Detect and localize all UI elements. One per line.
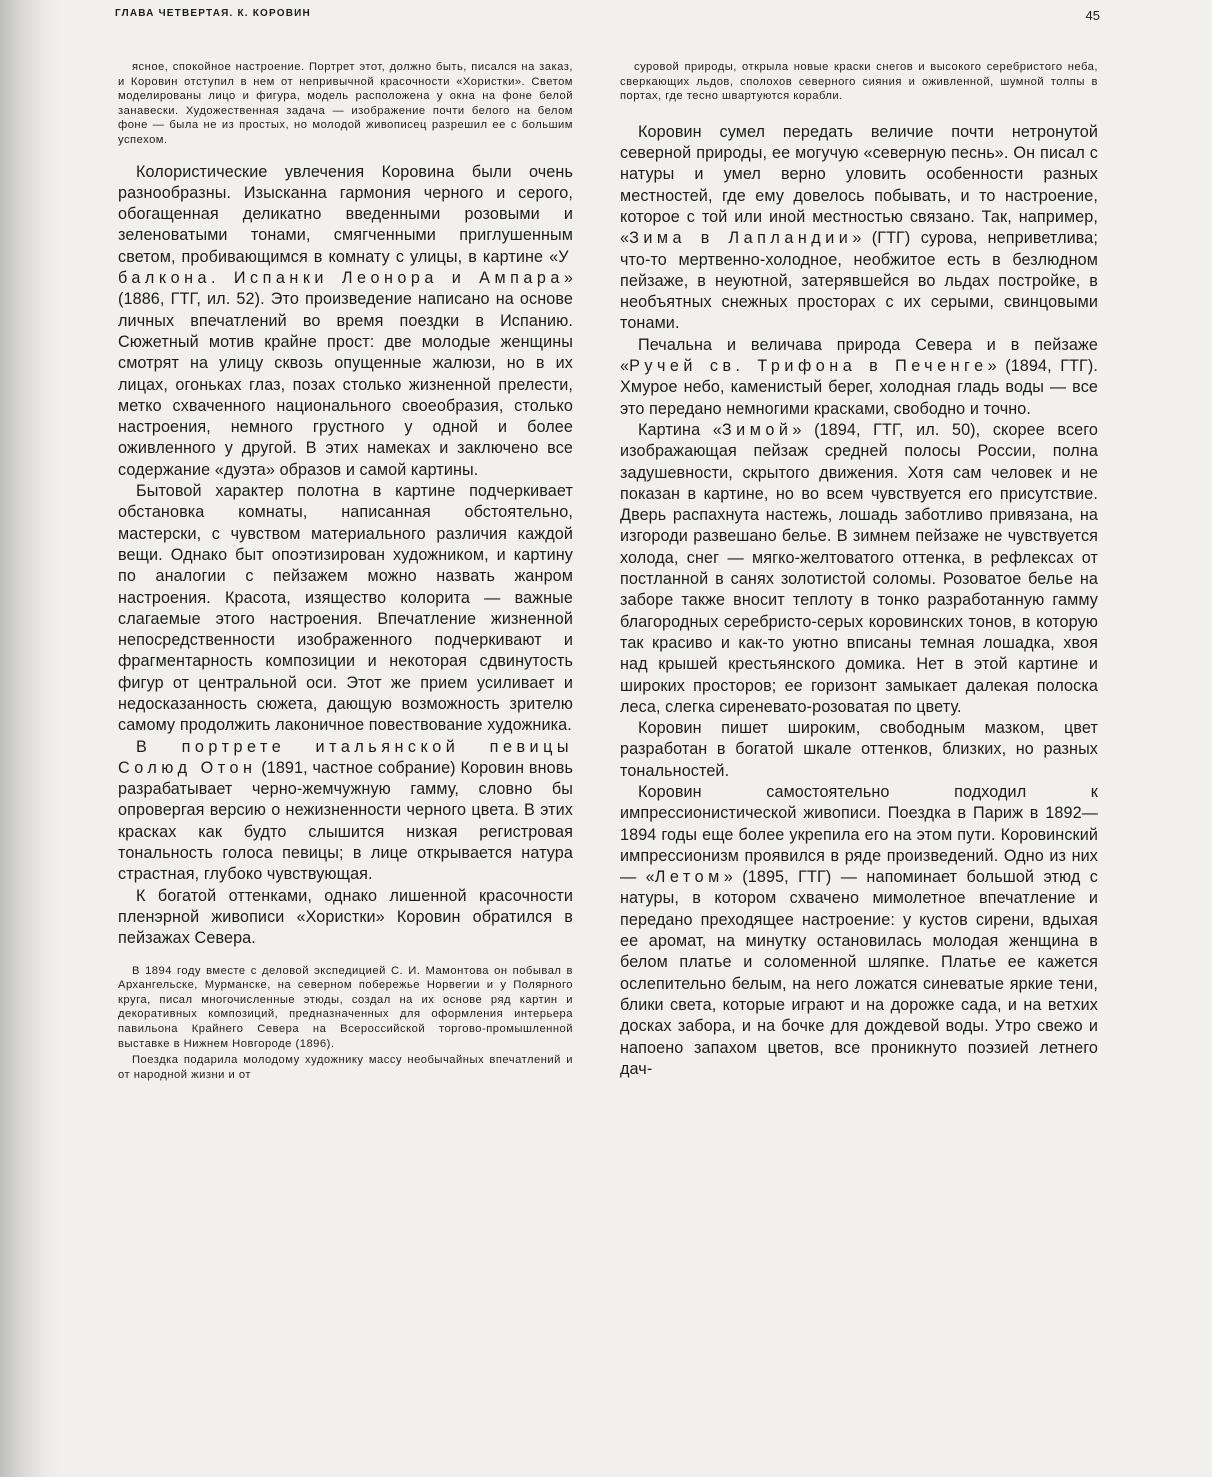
page-number: 45 xyxy=(1085,8,1100,23)
running-head: ГЛАВА ЧЕТВЕРТАЯ. К. КОРОВИН xyxy=(115,8,311,19)
body-paragraph xyxy=(620,782,1098,1080)
paragraph-text: Картина « xyxy=(638,420,722,439)
artwork-title: Летом xyxy=(654,868,724,887)
body-paragraph xyxy=(620,122,1098,335)
paragraph-text: Колористические увлечения Коровина были очень разнообразны. Изысканна гармония черного и серого, обогащенная деликатно введенными розовыми и зеленоватыми тонами, смягченными приглушенным светом, пробивающимся в комнату с улицы, в картине « xyxy=(118,162,573,266)
artwork-title: Зимой xyxy=(721,420,793,439)
paragraph-text: (1891, частное собрание) Коровин вновь разрабатывает черно-жемчужную гамму, словно бы опровергая версию о нежизненности черного цвета. В этих красках как будто слышится низкая регистровая тональность голоса певицы; в лице открывается натура страстная, глубоко чувствующая. xyxy=(118,758,573,884)
paragraph-text: Печальна и величава природа Севера и в пейзаже « xyxy=(620,335,1098,376)
artwork-title: В портрете итальянской певицы Солюд Отон xyxy=(118,737,573,777)
small-print-paragraph: В 1894 году вместе с деловой экспедицией С. И. Мамонтова он побывал в Архангельске, Мурманске, на северном побережье Норвегии и у Полярного круга, писал многочисленные этюды, создал на их основе ряд картин и декоративных композиций, предназначенных для оформления интерьера павильона Крайнего Севера на Всероссийской торгово-промышленной выставке в Нижнем Новгороде (1896). xyxy=(118,964,573,1050)
right-column xyxy=(620,60,1098,1080)
small-print-paragraph: ясное, спокойное настроение. Портрет этот, должно быть, писался на заказ, и Коровин отступил в нем от непривычной красочности «Хористки». Светом моделированы лицо и фигура, модель расположена у окна на фоне белой занавески. Художественная задача — изображение почти белого на белом фоне — была не из простых, но молодой живописец разрешил ее с большим успехом. xyxy=(118,61,573,146)
body-paragraph: Коровин пишет широким, свободным мазком, цвет разработан в богатой шкале оттенков, близких, но разных тональностей. xyxy=(620,719,1098,780)
body-paragraph: К богатой оттенками, однако лишенной красочности пленэрной живописи «Хористки» Коровин обратился в пейзажах Севера. xyxy=(118,886,573,948)
paragraph-text: » (1895, ГТГ) — напоминает большой этюд с натуры, в котором схвачено мимолетное впечатление и передано преходящее настроение: у кустов сирени, вдыхая ее аромат, на минутку остановилась молодая женщина в белом платье и соломенной шляпке. Платье ее кажется ослепительно белым, на него ложатся синеватые яркие тени, блики света, которые играют и на дорожке сада, и на ветхих досках забора, и на бочке для дождевой воды. Утро свежо и напоено запахом цветов, все проникнуто поэзией летнего дач- xyxy=(620,868,1098,1078)
body-paragraph xyxy=(620,335,1098,420)
paragraph-text: » (ГТГ) сурова, неприветлива; что-то мертвенно-холодное, необжитое есть в безлюдном пейзаже, в неуютной, затерявшейся во льдах постройке, в необъятных снежных просторах с их серыми, свинцовыми тонами. xyxy=(620,229,1098,333)
paragraph-text: Коровин самостоятельно подходил к импрессионистической живописи. Поездка в Париж в 1892—1894 годы еще более укрепила его на этом пути. Коровинский импрессионизм проявился в ряде произведений. Одно из них — « xyxy=(620,782,1098,887)
artwork-title: У балкона. Испанки Леонора и Ампара xyxy=(118,247,573,288)
paragraph-text: » (1886, ГТГ, ил. 52). Это произведение написано на основе личных впечатлений во время поездки в Испанию. Сюжетный мотив крайне прост: две молодые женщины смотрят на улицу сквозь опущенные жалюзи, но в их лицах, огоньках глаз, позах столько жизненной прелести, метко схваченного национального своеобразия, столько настроения, немного грустного у одной и более оживленного у другой. В этих намеках и заключено все содержание «дуэта» образов и самой картины. xyxy=(118,269,573,479)
body-paragraph: Бытовой характер полотна в картине подчеркивает обстановка комнаты, написанная обстоятельно, мастерски, с чувством материального различия каждой вещи. Однако быт опоэтизирован художником, и картину по аналогии с пейзажем можно назвать жанром настроения. Красота, изящество колорита — важные слагаемые этого настроения. Впечатление жизненной непосредственности изображенного подчеркивают и фрагментарность композиции и некоторая сдвинутость фигур от центральной оси. Этот же прием усиливает и недосказанность сюжета, дающую возможность зрителю самому продолжить лаконичное повествование художника. xyxy=(118,482,573,735)
page-header xyxy=(115,8,1100,28)
left-column xyxy=(118,60,573,1084)
small-print-paragraph: суровой природы, открыла новые краски снегов и высокого серебристого неба, сверкающих льдов, сполохов северного сияния и оживленной, шумной толпы в портах, где тесно швартуются корабли. xyxy=(620,61,1098,103)
paragraph-text: » (1894, ГТГ). Хмурое небо, каменистый берег, холодная гладь воды — все это передано немногими красками, свободно и точно. xyxy=(620,357,1098,418)
artwork-title: Зима в Лапландии xyxy=(629,229,853,248)
body-paragraph xyxy=(118,162,573,481)
small-print-paragraph: Поездка подарила молодому художнику массу необычайных впечатлений и от народной жизни и от xyxy=(118,1054,573,1081)
body-paragraph xyxy=(118,737,573,886)
artwork-title: Ручей св. Трифона в Печенге xyxy=(629,357,988,376)
paragraph-text: » (1894, ГТГ, ил. 50), скорее всего изображающая пейзаж средней полосы России, полна задушевности, скрытого движения. Хотя сам человек и не показан в картине, но во всем чувствуется его присутствие. Дверь распахнута настежь, лошадь заботливо привязана, на изгороди развешано белье. В зимнем пейзаже не чувствуется холода, снег — мягко-желтоватого оттенка, в рефлексах от постланной в санях золотистой соломы. Розоватое белье на заборе также вносит теплоту в тонко разработанную гамму благородных серебристо-серых коровинских тонов, в которую так красиво и как-то уютно вписаны темная лошадка, хвоя над крышей крестьянского домика. Нет в этой картине и широких просторов; ее горизонт замыкает далекая полоска леса, слегка сиреневато-розоватая по цвету. xyxy=(620,420,1098,716)
paragraph-text: Коровин сумел передать величие почти нетронутой северной природы, ее могучую «северную песнь». Он писал с натуры и умел верно уловить особенности разных местностей, где ему довелось побывать, и то настроение, которое с той или иной местностью связано. Так, например, « xyxy=(620,122,1098,248)
body-paragraph xyxy=(620,420,1098,718)
book-gutter-shadow xyxy=(0,0,60,1477)
